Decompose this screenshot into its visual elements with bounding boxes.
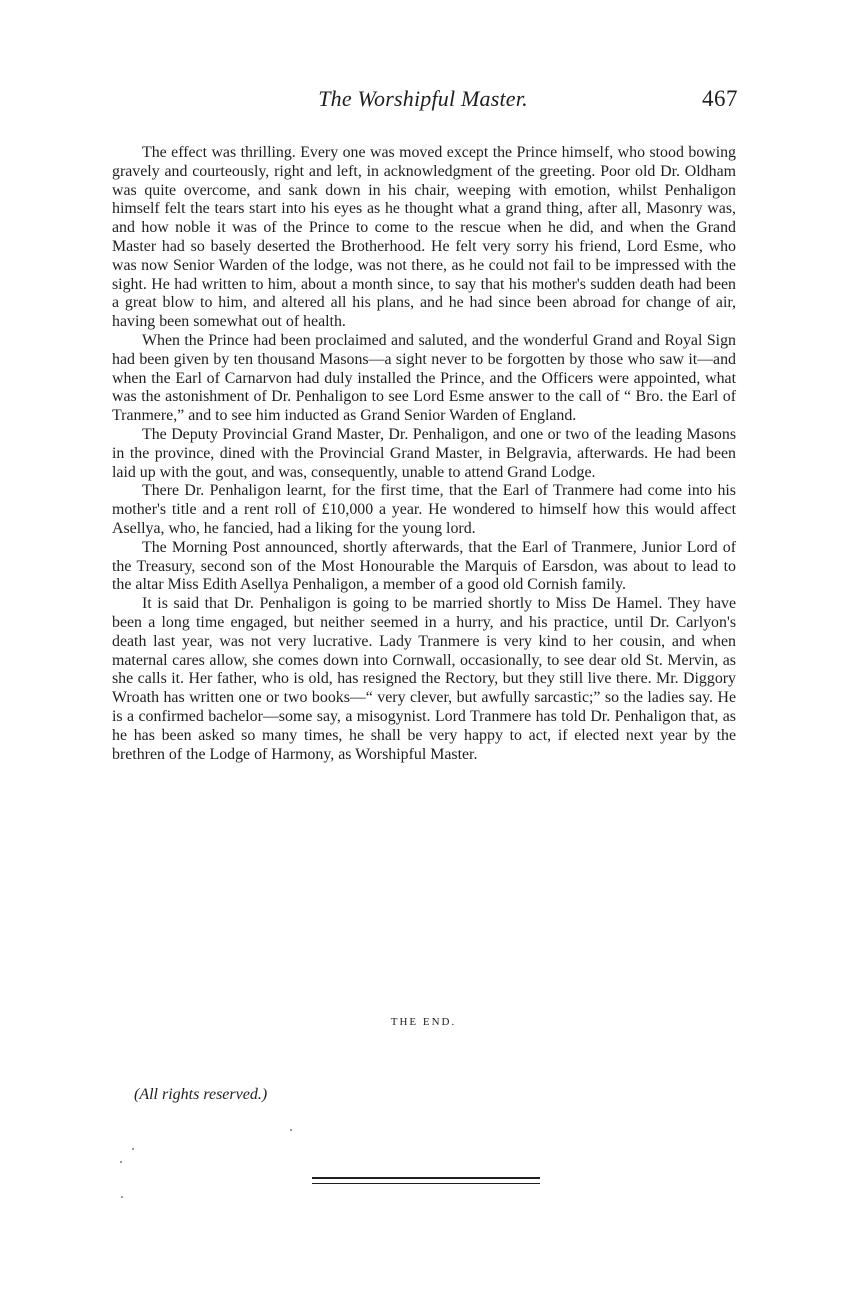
- closing-rule-thin: [312, 1183, 540, 1184]
- running-title: The Worshipful Master.: [318, 86, 528, 111]
- paragraph: The Morning Post announced, shortly afterwards, that the Earl of Tranmere, Junior Lord of the Treasury, second son of the Most Honourable the Marquis of Earsdon, was about to lead to the altar Miss Edith Asellya Penhaligon, a member of a good old Cornish family.: [112, 538, 736, 594]
- paragraph: When the Prince had been proclaimed and saluted, and the wonderful Grand and Royal Sign had been given by ten thousand Masons—a sight never to be forgotten by those who saw it—and when the Earl of Carnarvon had duly installed the Prince, and the Officers were appointed, what was the astonishment of Dr. Penhaligon to see Lord Esme answer to the call of “ Bro. the Earl of Tranmere,” and to see him inducted as Grand Senior Warden of England.: [112, 331, 736, 425]
- the-end-label: THE END.: [390, 1016, 457, 1028]
- paragraph: The effect was thrilling. Every one was moved except the Prince himself, who stood bowing gravely and courteously, right and left, in acknowledgment of the greeting. Poor old Dr. Oldham was quite overcome, and sank down in his chair, weeping with emotion, whilst Penhaligon himself felt the tears start into his eyes as he thought what a grand thing, after all, Masonry was, and how noble it was of the Prince to come to the rescue when he did, and when the Grand Master had so basely deserted the Brotherhood. He felt very sorry his friend, Lord Esme, who was now Senior Warden of the lodge, was not there, as he could not fail to be impressed with the sight. He had written to him, about a month since, to say that his mother's sudden death had been a great blow to him, and altered all his plans, and he had since been abroad for change of air, having been somewhat out of health.: [112, 144, 736, 331]
- paragraph: There Dr. Penhaligon learnt, for the first time, that the Earl of Tranmere had come into his mother's title and a rent roll of £10,000 a year. He wondered to himself how this would affect Asellya, who, he fancied, had a liking for the young lord.: [112, 482, 736, 537]
- page-number: 467: [702, 86, 738, 111]
- rights-reserved-note: (All rights reserved.): [134, 1086, 268, 1103]
- paragraph: It is said that Dr. Penhaligon is going to be married shortly to Miss De Hamel. They have been a long time engaged, but neither seemed in a hurry, and his practice, until Dr. Carlyon's death last year, was not very lucrative. Lady Tranmere is very kind to her cousin, and when maternal cares allow, she comes down into Cornwall, occasionally, to see dear old St. Mervin, as she calls it. Her father, who is old, has resigned the Rectory, but they still live there. Mr. Diggory Wroath has written one or two books—“ very clever, but awfully sarcastic;” so the ladies say. He is a confirmed bachelor—some say, a misogynist. Lord Tranmere has told Dr. Penhaligon that, as he has been asked so many times, he shall be very happy to act, if elected next year by the brethren of the Lodge of Harmony, as Worshipful Master.: [112, 595, 736, 763]
- closing-rule-thick: [312, 1177, 540, 1179]
- paragraph: The Deputy Provincial Grand Master, Dr. Penhaligon, and one or two of the leading Masons in the province, dined with the Provincial Grand Master, in Belgravia, afterwards. He had been laid up with the gout, and was, consequently, unable to attend Grand Lodge.: [112, 425, 736, 481]
